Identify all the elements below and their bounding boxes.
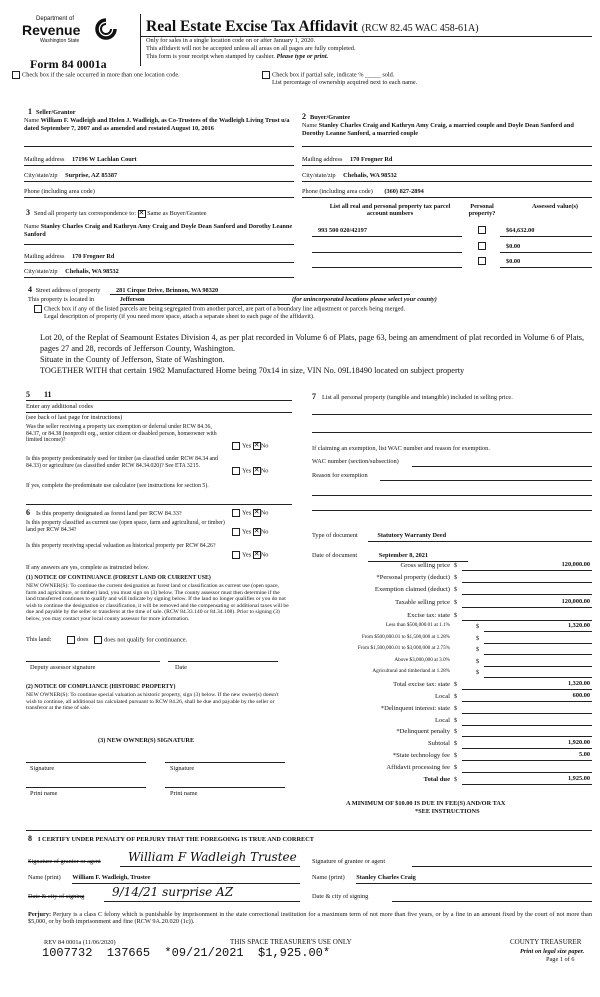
tax-row-dollar-sign: $ (476, 658, 480, 665)
section8-num: 8 (28, 834, 32, 843)
partial-sale-label: Check box if partial sale, indicate % _____ sold. (272, 71, 395, 79)
seller-mailing (24, 156, 137, 163)
section7-label: List all personal property (tangible and intangible) included in selling price. (322, 394, 513, 401)
seller-city-label: City/state/zip (24, 172, 58, 179)
seller-city-value: Surprise, AZ 85387 (65, 172, 118, 179)
doc-type-label: Type of document (312, 532, 358, 539)
this-land (26, 636, 187, 644)
same-as-buyer-checkbox[interactable] (138, 210, 146, 218)
section6-q3-no-checkbox[interactable] (253, 551, 261, 559)
correspondence-name-value: Stanley Charles Craig and Kathryn Amy Craig and Doyle Dean Sanford and Dorothy Leanne Sanford (24, 223, 293, 239)
notice1-title: (1) NOTICE OF CONTINUANCE (FOREST LAND OR CURRENT USE) (26, 575, 211, 581)
section5-q3: If yes, complete the predominate use calculator (see instructions for section 5). (26, 483, 209, 489)
header-note-3-text: This form is your receipt when stamped by cashier. (146, 53, 275, 60)
tax-row-label: Gross selling price (400, 562, 450, 569)
section6-q3-yes-checkbox[interactable] (232, 551, 240, 559)
section5-q2-no-checkbox[interactable] (253, 467, 261, 475)
tax-row-dollar-sign: $ (454, 562, 458, 569)
check-multi-location[interactable] (12, 71, 180, 79)
tax-row-dollar-sign: $ (476, 635, 480, 642)
tax-row-dollar-sign: $ (476, 646, 480, 653)
tax-row-label: *Personal property (deduct) (376, 574, 450, 581)
perjury-text: Perjury is a class C felony which is punishable by imprisonment in the state correctional institution for a maximum term of not more than five years, or by a fine in an amount fixed by the court of not more than $5,000, or by both imprisonment and fine (RCW 9A.20.020 (1c)). (28, 911, 593, 926)
grantee-name-value: Stanley Charles Craig (356, 874, 416, 881)
seller-num: 1 (28, 107, 32, 116)
tax-row-dollar-sign: $ (454, 586, 458, 593)
tax-row-dollar-sign: $ (454, 764, 458, 771)
correspondence-city (24, 268, 119, 275)
parcel-row-1-personal-checkbox[interactable] (478, 226, 486, 234)
correspondence-city-label: City/state/zip (24, 268, 58, 275)
tax-row-dollar-sign: $ (454, 717, 458, 724)
grantor-signature-label: Signature of grantor or agent (28, 858, 101, 865)
seller-mailing-value: 17196 W Lachlan Court (71, 156, 137, 163)
see-instructions-note: *SEE INSTRUCTIONS (415, 808, 480, 815)
buyer-name-label: Name (302, 122, 318, 129)
seller-phone (24, 188, 95, 195)
no-label: No (260, 509, 269, 517)
header-note-2: This affidavit will not be accepted unless all areas on all pages are fully completed. (146, 45, 356, 52)
certify-text: I CERTIFY UNDER PENALTY OF PERJURY THAT THE FOREGOING IS TRUE AND CORRECT (38, 836, 314, 843)
does-not-label: does not qualify for continuance. (104, 636, 188, 644)
new-owner-signature-title: (3) NEW OWNER(S) SIGNATURE (98, 737, 195, 744)
tax-row-label: Agricultural and timberland at 1.28% (372, 668, 450, 674)
multi-location-checkbox[interactable] (12, 71, 20, 79)
parcel-row-2-personal-checkbox[interactable] (478, 242, 486, 250)
section6-q1 (26, 508, 182, 517)
buyer-heading (302, 112, 350, 121)
yes-label: Yes (242, 442, 252, 450)
section6-q3-answer[interactable] (232, 551, 268, 559)
correspondence-mailing-label: Mailing address (24, 253, 65, 260)
segregated-label: Check box if any of the listed parcels are being segregated from another parcel, are part of a boundary line adjustment or parcels being merged. (44, 305, 406, 313)
date-city-label-grantee: Date & city of signing (312, 893, 369, 900)
street-address (28, 285, 218, 294)
this-land-label: This land: (26, 636, 52, 644)
buyer-city (302, 172, 397, 179)
seller-name-value: William F. Wadleigh and Helen J. Wadleigh, as Co-Trustees of the Wadleigh Living Trust u/a dated September 7, 2007 and as amended and restated August 10, 2016 (24, 117, 290, 133)
yes-label: Yes (242, 528, 252, 536)
tax-row-label: Total due (423, 776, 450, 783)
tax-row-dollar-sign: $ (454, 728, 458, 735)
legal-paper-note: Print on legal size paper. (520, 948, 585, 955)
yes-label: Yes (242, 551, 252, 559)
grantor-signature: William F Wadleigh Trustee (128, 850, 297, 864)
does-label: does (76, 636, 89, 644)
washington-state: Washington State (40, 38, 80, 44)
tax-row-dollar-sign: $ (454, 705, 458, 712)
notice2-text: NEW OWNER(S): To continue special valuation as historic property, sign (3) below. If the new owner(s) doesn't wish to continue, all additional tax calculated pursuant to RCW 84.26, shall be due and payable by the seller or transferor at the time of sale. (26, 692, 279, 712)
buyer-name-value: Stanley Charles Craig and Kathryn Amy Craig, a married couple and Doyle Dean Sanford and Dorothy Leanne Sanford, a married couple (302, 122, 574, 138)
grantee-signature-label: Signature of grantee or agent (312, 858, 386, 865)
tax-row-dollar-sign: $ (454, 693, 458, 700)
parcel-row-2-value: $0.00 (506, 243, 521, 250)
header-note-1: Only for sales in a single location code on or after January 1, 2020. (146, 37, 316, 44)
doc-type-value: Statutory Warranty Deed (377, 532, 447, 539)
buyer-mailing (302, 156, 392, 163)
treasurer-use-only: THIS SPACE TREASURER'S USE ONLY (230, 938, 352, 946)
tax-row-label: Above $3,000,000 at 3.0% (394, 657, 450, 663)
doc-date-value: September 8, 2021 (378, 552, 429, 559)
buyer-heading-text: Buyer/Grantee (310, 114, 351, 121)
doc-date-label: Date of document (312, 552, 358, 559)
form-title-rcw: (RCW 82.45 WAC 458-61A) (361, 23, 479, 34)
does-checkbox[interactable] (67, 636, 75, 644)
legal-description-label: Legal description of property (if you need more space, attach a separate sheet to each page of the affidavit). (44, 313, 315, 320)
section6-q1-yes-checkbox[interactable] (232, 509, 240, 517)
buyer-mailing-value: 170 Frogner Rd (349, 156, 393, 163)
revenue-swirl-icon (95, 18, 117, 40)
doc-date (312, 552, 428, 559)
same-as-buyer-label: Same as Buyer/Grantee (147, 210, 207, 217)
form-title (146, 18, 479, 36)
located-value: Jefferson (119, 296, 145, 303)
seller-phone-label: Phone (including area code) (24, 188, 95, 195)
buyer-mailing-label: Mailing address (302, 156, 343, 163)
owner-signature-label-1: Signature (30, 765, 55, 772)
multi-location-label: Check box if the sale occurred in more than one location code. (22, 71, 180, 79)
section6-q1-answer[interactable] (232, 509, 268, 517)
tax-row-label: Taxable selling price (395, 599, 450, 606)
form-title-text: Real Estate Excise Tax Affidavit (146, 18, 358, 35)
tax-row-dollar-sign: $ (476, 623, 480, 630)
street-label: Street address of property (35, 287, 101, 294)
section5-q1-yes-checkbox[interactable] (232, 442, 240, 450)
correspondence-heading (26, 208, 207, 218)
seller-mailing-label: Mailing address (24, 156, 65, 163)
tax-row-label: *State technology fee (392, 752, 450, 759)
owner-print-name-1: Print name (30, 790, 58, 797)
grantee-name (312, 874, 416, 881)
tax-row-dollar-sign: $ (476, 669, 480, 676)
legal-description-1: Lot 20, of the Replat of Seamount Estates Division 4, as per plat recorded in Volume 6 of Plats, page 63, being an amendment of plat recorded in Volume 6 of Plats, pages 27 and 28, records of Jefferson County, Washington. (40, 333, 585, 354)
tax-row-value: 600.00 (572, 692, 590, 699)
section5-q1: Was the seller receiving a property tax exemption or deferral under RCW 84.36, 84.37, or 84.38 (nonprofit org., senior citizen or disabled person, homeowner with limited income)? (26, 424, 217, 444)
parcel-col-header-2: Personal property? (468, 203, 496, 218)
tax-row-label: *Delinquent penalty (396, 728, 450, 735)
revenue-logo (10, 14, 120, 54)
legal-description-2: Situate in the County of Jefferson, State of Washington. (40, 355, 225, 364)
buyer-phone (302, 188, 424, 195)
perjury-notice (28, 911, 592, 925)
tax-row-label: From $1,500,000.01 to $3,000,000 at 2.75% (357, 645, 450, 651)
parcel-row-1-number: 993 500 020/42197 (318, 227, 367, 234)
section5-code: 11 (44, 390, 52, 399)
tax-row-value: 120,000.00 (561, 598, 590, 605)
tax-row-value: 1,320.00 (567, 622, 590, 629)
tax-row-label: Affidavit processing fee (386, 764, 450, 771)
seller-name-label: Name (24, 117, 40, 124)
section7-num: 7 (312, 392, 316, 401)
parcel-row-3-value: $0.00 (506, 258, 521, 265)
section6-q2: Is this property classified as current use (open space, farm and agricultural, or timber) land per RCW 84.34? (26, 520, 225, 533)
owner-signature-label-2: Signature (170, 765, 195, 772)
tax-row-value: 1,925.00 (567, 775, 590, 782)
tax-row-label: Local (434, 693, 450, 700)
form-number: Form 84 0001a (30, 57, 107, 71)
no-label: No (260, 442, 269, 450)
does-not-checkbox[interactable] (94, 636, 102, 644)
property-num: 4 (28, 285, 32, 294)
section5-q2-answer[interactable] (232, 467, 268, 475)
partial-sale-checkbox[interactable] (262, 71, 270, 79)
segregated-checkbox[interactable] (34, 305, 42, 313)
correspondence-name (24, 223, 294, 239)
county-treasurer: COUNTY TREASURER (510, 938, 582, 946)
section6-num: 6 (26, 508, 30, 517)
notice2-title: (2) NOTICE OF COMPLIANCE (HISTORIC PROPERTY) (26, 684, 176, 690)
section5-q2: Is this property predominately used for timber (as classified under RCW 84.34 and 84.33) or agriculture (as classified under RCW 84.34.020)? See ETA 3215. (26, 456, 218, 469)
doc-type (312, 532, 446, 539)
grantor-name-label: Name (print) (28, 874, 61, 881)
located-in (28, 296, 145, 303)
section6-q2-no-checkbox[interactable] (253, 528, 261, 536)
minimum-due-note: A MINIMUM OF $10.00 IS DUE IN FEE(S) AND/OR TAX (346, 800, 506, 807)
section5-enter-codes: Enter any additional codes (26, 403, 93, 410)
revenue-word: Revenue (22, 22, 81, 38)
tax-row-dollar-sign: $ (454, 740, 458, 747)
buyer-city-value: Chehalis, WA 98532 (343, 172, 397, 179)
no-label: No (260, 528, 269, 536)
page-number: Page 1 of 6 (546, 956, 575, 963)
tax-row-label: *Delinquent interest: state (380, 705, 450, 712)
correspondence-label: Send all property tax correspondence to: (34, 210, 136, 217)
parcel-row-1-value: $64,632.00 (506, 227, 535, 234)
section5-num: 5 (26, 390, 30, 399)
section6-q3: Is this property receiving special valuation as historical property per RCW 84.26? (26, 543, 216, 549)
seller-name (24, 117, 300, 133)
tax-row-dollar-sign: $ (454, 612, 458, 619)
deputy-signature-label: Deputy assessor signature (30, 664, 96, 671)
parcel-col-header-1: List all real and personal property tax parcel account numbers (329, 203, 451, 218)
tax-row-dollar-sign: $ (454, 776, 458, 783)
tax-row-label: Excise tax: state (407, 612, 450, 619)
buyer-num: 2 (302, 112, 306, 121)
tax-row-value: 120,000.00 (561, 561, 590, 568)
section6-q2-yes-checkbox[interactable] (232, 528, 240, 536)
date-city-grantor: 9/14/21 surprise AZ (112, 885, 234, 899)
date-city-label-grantor: Date & city of signing (28, 893, 85, 900)
correspondence-name-label: Name (24, 223, 40, 230)
grantor-name (28, 874, 150, 881)
seller-heading-text: Seller/Grantor (36, 109, 76, 116)
section5-q1-no-checkbox[interactable] (253, 442, 261, 450)
tax-row-label: From $500,000.01 to $1,500,000 at 1.28% (361, 634, 450, 640)
no-label: No (260, 467, 269, 475)
yes-label: Yes (242, 467, 252, 475)
no-label: No (260, 551, 269, 559)
claim-exempt-label: If claiming an exemption, list WAC number and reason for exemption. (312, 445, 490, 452)
buyer-name (302, 122, 592, 138)
section5-q1-answer[interactable] (232, 442, 268, 450)
section6-q1-text: Is this property designated as forest land per RCW 84.33? (36, 510, 182, 517)
receipt-stamp: 1007732 137665 *09/21/2021 $1,925.00* (42, 946, 331, 960)
buyer-city-label: City/state/zip (302, 172, 336, 179)
header-note-3-italic: Please type or print. (276, 53, 329, 60)
legal-description-3: TOGETHER WITH that certain 1982 Manufactured Home being 70x14 in size, VIN No. 09L18490 located on subject property (40, 366, 465, 375)
grantor-name-value: William F. Wadleigh, Trustee (72, 874, 151, 881)
wac-number-label: WAC number (section/subsection) (312, 458, 399, 465)
section6-q4: If any answers are yes, complete as instructed below. (26, 565, 149, 571)
deputy-date-label: Date (175, 664, 187, 671)
reason-label: Reason for exemption (312, 472, 368, 479)
section7 (312, 392, 592, 401)
section5-see-back: (see back of last page for instructions) (26, 414, 123, 421)
yes-label: Yes (242, 509, 252, 517)
street-value: 281 Cirque Drive, Brinnon, WA 98320 (116, 287, 219, 294)
certify-line (28, 834, 314, 843)
tax-row-dollar-sign: $ (454, 681, 458, 688)
check-partial[interactable] (262, 71, 394, 79)
tax-row-label: Exemption claimed (deduct) (374, 586, 450, 593)
tax-row-value: 5.00 (578, 751, 590, 758)
buyer-phone-label: Phone (including area code) (302, 188, 373, 195)
header-note-3 (146, 53, 328, 60)
tax-row-label: Less than $500,000.01 at 1.1% (385, 622, 450, 628)
buyer-phone-value: (360) 827-2894 (384, 188, 424, 195)
section6-q1-no-checkbox[interactable] (253, 509, 261, 517)
form-revision: REV 84 0001a (11/06/2020) (44, 939, 116, 946)
correspondence-mailing (24, 253, 114, 260)
section5-q2-yes-checkbox[interactable] (232, 467, 240, 475)
segregated-check[interactable] (34, 305, 405, 313)
dept-of: Department of (36, 16, 75, 22)
tax-row-label: Subtotal (428, 740, 450, 747)
section6-q2-answer[interactable] (232, 528, 268, 536)
located-note: (for unincorporated locations please select your county) (292, 296, 437, 303)
tax-row-value: 1,920.00 (567, 739, 590, 746)
correspondence-mailing-value: 170 Frogner Rd (71, 253, 115, 260)
seller-city (24, 172, 117, 179)
tax-row-label: Total excise tax: state (393, 681, 450, 688)
tax-row-value: 1,320.00 (567, 680, 590, 687)
perjury-title: Perjury: (28, 911, 52, 918)
tax-row-dollar-sign: $ (454, 599, 458, 606)
grantee-name-label: Name (print) (312, 874, 345, 881)
tax-row-dollar-sign: $ (454, 574, 458, 581)
list-pct-note: List percentage of ownership acquired next to each name. (272, 79, 418, 86)
correspondence-city-value: Chehalis, WA 98532 (65, 268, 119, 275)
notice1-text: NEW OWNER(S): To continue the current designation as forest land or classification as current use (open space, farm and agriculture, or timber) land, you must sign on (3) below. The county assessor must then determine if the land transferred continues to qualify and will indicate by signing below. If the land no longer qualifies or you do not wish to continue the designation or classification, it will be removed and the compensating or additional taxes will be due and payable by the seller or transferor at the time of sale. (RCW 84.33.140 or 84.34.108). Prior to signing (3) below, you may contact your local county assessor for more information. (26, 583, 289, 622)
parcel-row-3-personal-checkbox[interactable] (478, 257, 486, 265)
parcel-col-header-3: Assessed value(s) (531, 203, 578, 210)
located-label: This property is located in (28, 296, 95, 303)
seller-heading (28, 107, 76, 116)
correspondence-num: 3 (26, 208, 30, 217)
tax-row-label: Local (434, 717, 450, 724)
tax-row-dollar-sign: $ (454, 752, 458, 759)
owner-print-name-2: Print name (170, 790, 198, 797)
